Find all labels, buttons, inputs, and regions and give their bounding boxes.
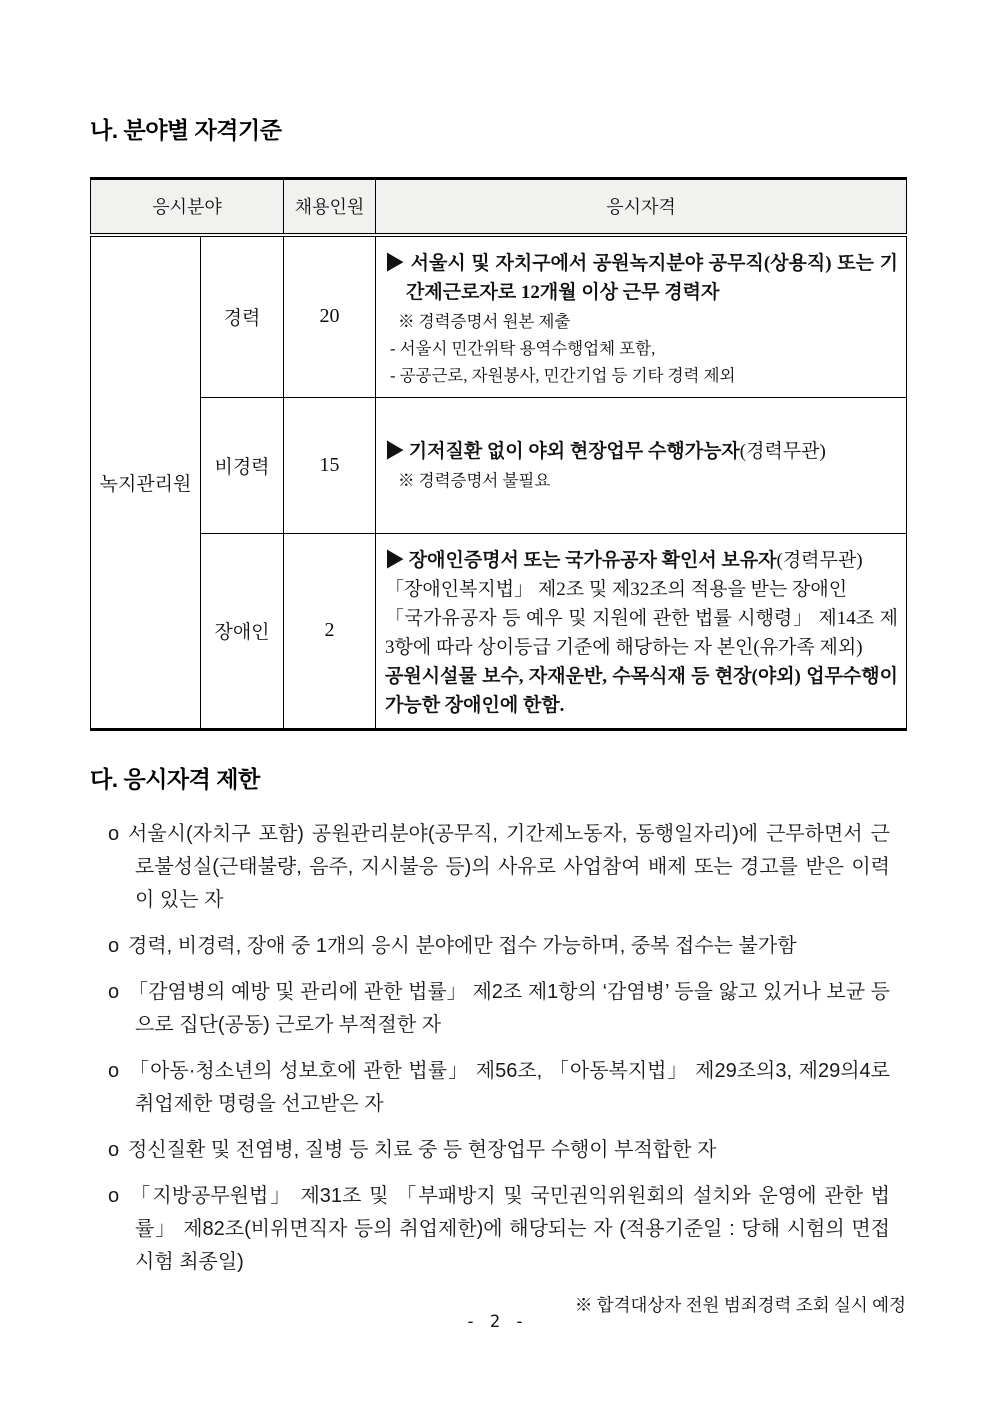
page-number: - 2 - <box>465 1312 527 1332</box>
restriction-item: o 정신질환 및 전염병, 질병 등 치료 중 등 현장업무 수행이 부적합한 자 <box>90 1134 890 1167</box>
criminal-record-footnote: ※ 합격대상자 전원 범죄경력 조회 실시 예정 <box>574 1294 906 1315</box>
count-cell: 20 <box>284 235 376 398</box>
qualification-cell <box>376 533 907 729</box>
qualification-note: ※ 경력증명서 원본 제출 <box>398 311 571 331</box>
arrow-marker-icon: ▶ <box>385 252 405 274</box>
table-header-row <box>91 179 907 235</box>
bullet-marker: o <box>108 822 120 845</box>
count-cell: 15 <box>284 397 376 533</box>
page-content <box>90 112 906 1317</box>
table-row-experienced <box>91 235 907 398</box>
restriction-item: o 경력, 비경력, 장애 중 1개의 응시 분야에만 접수 가능하며, 중복 접수는 불가함 <box>90 930 890 963</box>
section-c-title: 다. 응시자격 제한 <box>90 765 260 792</box>
restriction-item: o 「감염병의 예방 및 관리에 관한 법률」 제2조 제1항의 ‘감염병’ 등을 앓고 있거나 보균 등으로 집단(공동) 근로가 부적절한 자 <box>90 976 890 1042</box>
restriction-item: o 서울시(자치구 포함) 공원관리분야(공무직, 기간제노동자, 동행일자리)에 근무하면서 근로불성실(근태불량, 음주, 지시불응 등)의 사유로 사업참여 배제 또는 경고를 받은 이력이 있는 자 <box>90 818 890 917</box>
section-b-title: 나. 분야별 자격기준 <box>90 117 282 143</box>
bullet-marker: o <box>108 934 120 957</box>
table-row-disabled <box>91 533 907 729</box>
qualification-main: ▶ 서울시 및 자치구에서 공원녹지분야 공무직(상용직) 또는 기간제근로자로 12개월 이상 근무 경력자 <box>385 252 898 303</box>
restriction-list <box>90 818 890 1279</box>
qualification-note: ※ 경력증명서 불필요 <box>398 470 551 490</box>
column-header-field: 응시분야 <box>91 179 284 235</box>
qualification-table <box>90 177 907 731</box>
qualification-line-bold: 공원시설물 보수, 자재운반, 수목식재 등 현장(야외) 업무수행이 가능한 장애인에 한함. <box>385 665 898 716</box>
group-cell: 녹지관리원 <box>91 235 201 730</box>
qualification-main: ▶ 기저질환 없이 야외 현장업무 수행가능자(경력무관) <box>385 440 826 462</box>
qualification-cell <box>376 235 907 398</box>
restriction-item: o 「아동·청소년의 성보호에 관한 법률」 제56조, 「아동복지법」 제29조의3, 제29의4로 취업제한 명령을 선고받은 자 <box>90 1055 890 1121</box>
count-cell: 2 <box>284 533 376 729</box>
qualification-subnote: - 공공근로, 자원봉사, 민간기업 등 기타 경력 제외 <box>390 365 736 385</box>
qualification-cell <box>376 397 907 533</box>
qualification-line: 「장애인복지법」 제2조 및 제32조의 적용을 받는 장애인 <box>385 578 848 600</box>
column-header-count: 채용인원 <box>284 179 376 235</box>
arrow-marker-icon: ▶ <box>385 549 405 571</box>
column-header-qualification: 응시자격 <box>376 179 907 235</box>
bullet-marker: o <box>108 1138 120 1161</box>
category-cell: 장애인 <box>201 533 284 729</box>
qualification-main: ▶ 장애인증명서 또는 국가유공자 확인서 보유자(경력무관) <box>385 549 863 571</box>
bullet-marker: o <box>108 980 120 1003</box>
bullet-marker: o <box>108 1184 120 1207</box>
category-cell: 경력 <box>201 235 284 398</box>
table-row-non-experienced <box>91 397 907 533</box>
qualification-subnote: - 서울시 민간위탁 용역수행업체 포함, <box>390 338 656 358</box>
category-cell: 비경력 <box>201 397 284 533</box>
bullet-marker: o <box>108 1059 120 1082</box>
restriction-item: o 「지방공무원법」 제31조 및 「부패방지 및 국민권익위원회의 설치와 운영에 관한 법률」 제82조(비위면직자 등의 취업제한)에 해당되는 자 (적용기준일 : 당해 시험의 면접시험 최종일) <box>90 1180 890 1279</box>
arrow-marker-icon: ▶ <box>385 440 405 462</box>
qualification-line: 「국가유공자 등 예우 및 지원에 관한 법률 시행령」 제14조 제3항에 따라 상이등급 기준에 해당하는 자 본인(유가족 제외) <box>385 607 898 658</box>
